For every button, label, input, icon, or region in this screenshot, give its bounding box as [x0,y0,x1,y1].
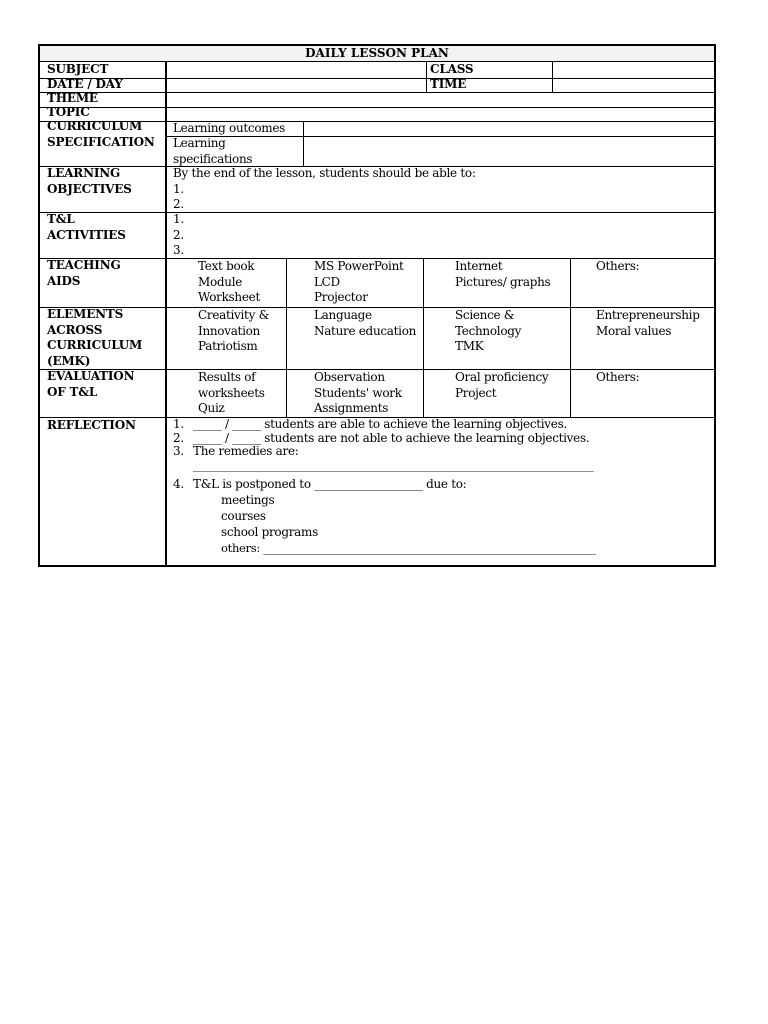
time-label: TIME [430,77,467,91]
evaluation-option: Oral proficiency [455,370,549,384]
reflection-line-not-able: _____ / _____ students are not able to achieve the learning objectives. [193,430,590,445]
activity-item: 3. [173,243,184,257]
column-divider [570,258,571,417]
aid-option: MS PowerPoint [314,259,404,273]
aid-option: Text book [198,259,255,273]
aid-option: Module [198,274,243,289]
column-divider [552,61,553,92]
activity-item: 2. [173,227,184,242]
reason-item: courses [221,509,266,523]
row-divider [40,78,714,79]
label-column-divider [165,61,167,565]
evaluation-option: Quiz [198,401,225,415]
evaluation-option: Students' work [314,385,402,400]
evaluation-col4 [596,370,639,386]
emk-label: ELEMENTS ACROSS CURRICULUM (EMK) [47,307,143,368]
remedies-line: _____________________________________________________________________________ [193,458,594,472]
learning-objectives-label: LEARNING OBJECTIVES [47,166,132,196]
activity-item: 1. [173,212,184,226]
emk-option: Patriotism [198,339,258,353]
row-divider [40,61,714,62]
teaching-aids-col1 [198,259,260,306]
emk-option: TMK [455,339,484,353]
learning-outcomes-text: Learning outcomes [173,121,286,135]
reflection-line-able: _____ / _____ students are able to achieve the learning objectives. [193,417,567,431]
column-divider [286,258,287,417]
emk-col3 [455,308,521,355]
emk-option: Nature education [314,323,417,338]
emk-option: Technology [455,323,522,338]
reflection-label: REFLECTION [47,418,136,432]
emk-col4 [596,308,700,339]
teaching-aids-col4 [596,259,639,275]
emk-option: Language [314,308,372,322]
aid-option: LCD [314,274,340,289]
evaluation-option: Project [455,385,497,400]
emk-option: Innovation [198,323,260,338]
column-divider [303,121,304,166]
objectives-intro: By the end of the lesson, students should be able to: [173,166,476,180]
reflection-postponed: T&L is postponed to ___________________ due to: [193,477,467,491]
emk-option: Moral values [596,323,672,338]
evaluation-col2 [314,370,402,417]
class-label: CLASS [430,62,474,76]
objective-item: 1. [173,181,184,196]
evaluation-option: Others: [596,370,640,384]
teaching-aids-label: TEACHING AIDS [47,258,121,288]
row-divider [40,92,714,93]
page-title: DAILY LESSON PLAN [40,46,714,61]
aid-option: Others: [596,259,640,273]
aid-option: Projector [314,290,368,304]
aid-option: Pictures/ graphs [455,274,551,289]
reason-others: others: _____________________________________________________________ [221,541,596,555]
evaluation-option: Observation [314,370,385,384]
curriculum-label: CURRICULUM SPECIFICATION [47,119,155,149]
evaluation-label: EVALUATION OF T&L [47,369,135,399]
column-divider [423,258,424,417]
topic-label: TOPIC [47,105,90,119]
evaluation-col3 [455,370,548,401]
objectives-block [173,166,476,213]
reason-item: meetings [221,493,275,507]
activities-label: T&L ACTIVITIES [47,212,126,242]
reflection-block: 1. _____ / _____ students are able to achieve the learning objectives. 2. _____ / _____ students are not able to achieve the learning objectives. 3. The remedies are: _____________________________________________________________________________ 4. T&L is postponed to ___________________ due to: meetings courses school programs others: _____________________________________________________________ [173,417,596,555]
reason-item: school programs [221,525,318,539]
emk-option: Entrepreneurship [596,308,700,322]
learning-specifications-text: Learning specifications [173,136,253,166]
emk-option: Creativity & [198,308,269,322]
row-divider [40,107,714,108]
aid-option: Internet [455,259,503,273]
teaching-aids-col2 [314,259,404,306]
teaching-aids-col3 [455,259,550,290]
emk-col1 [198,308,269,355]
reflection-remedies: The remedies are: [193,444,299,458]
lesson-plan-table [38,44,716,567]
emk-option: Science & [455,308,515,322]
date-day-label: DATE / DAY [47,77,123,91]
theme-label: THEME [47,91,98,105]
emk-col2 [314,308,416,339]
evaluation-option: worksheets [198,385,265,400]
evaluation-option: Assignments [314,401,389,415]
evaluation-option: Results of [198,370,256,384]
column-divider [426,61,427,92]
subject-label: SUBJECT [47,62,109,76]
aid-option: Worksheet [198,290,260,304]
objective-item: 2. [173,197,184,211]
evaluation-col1 [198,370,265,417]
activities-block [173,212,184,259]
